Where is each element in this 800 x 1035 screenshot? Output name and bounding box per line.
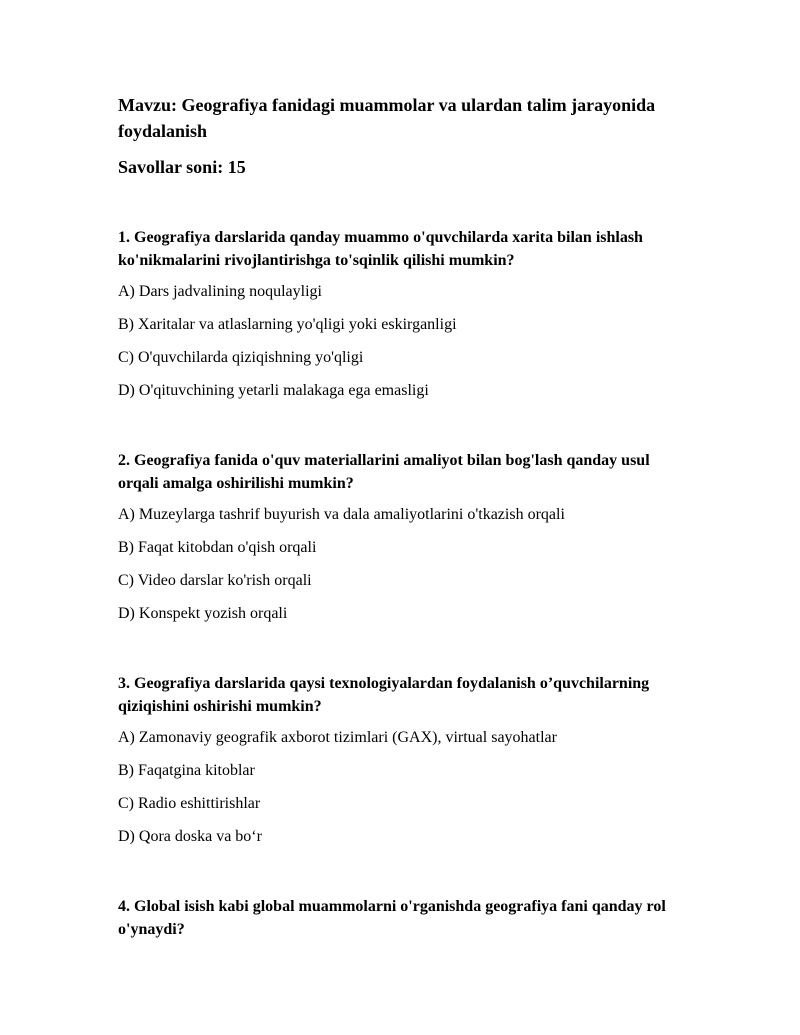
answer-option: A) Dars jadvalining noqulayligi — [118, 283, 322, 300]
question-block — [118, 672, 682, 847]
question-text: 2. Geografiya fanida o'quv materiallarini amaliyot bilan bog'lash qanday usul orqali amalga oshirilishi mumkin? — [118, 452, 650, 492]
answer-option: A) Zamonaviy geografik axborot tizimlari (GAX), virtual sayohatlar — [118, 729, 557, 746]
question-block — [118, 449, 682, 624]
answer-option: D) Konspekt yozish orqali — [118, 605, 288, 622]
document-title: Mavzu: Geografiya fanidagi muammolar va ulardan talim jarayonida foydalanish — [118, 95, 656, 141]
answer-option: B) Xaritalar va atlaslarning yo'qligi yoki eskirganligi — [118, 316, 457, 333]
answer-option: D) O'qituvchining yetarli malakaga ega emasligi — [118, 382, 429, 399]
question-block — [118, 895, 682, 941]
answer-option: B) Faqat kitobdan o'qish orqali — [118, 539, 317, 556]
answer-option: A) Muzeylarga tashrif buyurish va dala amaliyotlarini o'tkazish orqali — [118, 506, 565, 523]
answer-option: C) O'quvchilarda qiziqishning yo'qligi — [118, 349, 364, 366]
question-text: 1. Geografiya darslarida qanday muammo o'quvchilarda xarita bilan ishlash ko'nikmalarini rivojlantirishga to'sqinlik qilishi mumkin? — [118, 229, 643, 269]
question-block — [118, 226, 682, 401]
answer-option: D) Qora doska va boʻr — [118, 828, 262, 845]
question-text: 3. Geografiya darslarida qaysi texnologiyalardan foydalanish o’quvchilarning qiziqishini oshirishi mumkin? — [118, 675, 650, 715]
answer-option: B) Faqatgina kitoblar — [118, 762, 255, 779]
answer-option: C) Video darslar ko'rish orqali — [118, 572, 312, 589]
question-text: 4. Global isish kabi global muammolarni o'rganishda geografiya fani qanday rol o'ynaydi? — [118, 898, 666, 938]
answer-option: C) Radio eshittirishlar — [118, 795, 261, 812]
questions-list — [118, 226, 682, 941]
question-count-label: Savollar soni: 15 — [118, 157, 246, 177]
